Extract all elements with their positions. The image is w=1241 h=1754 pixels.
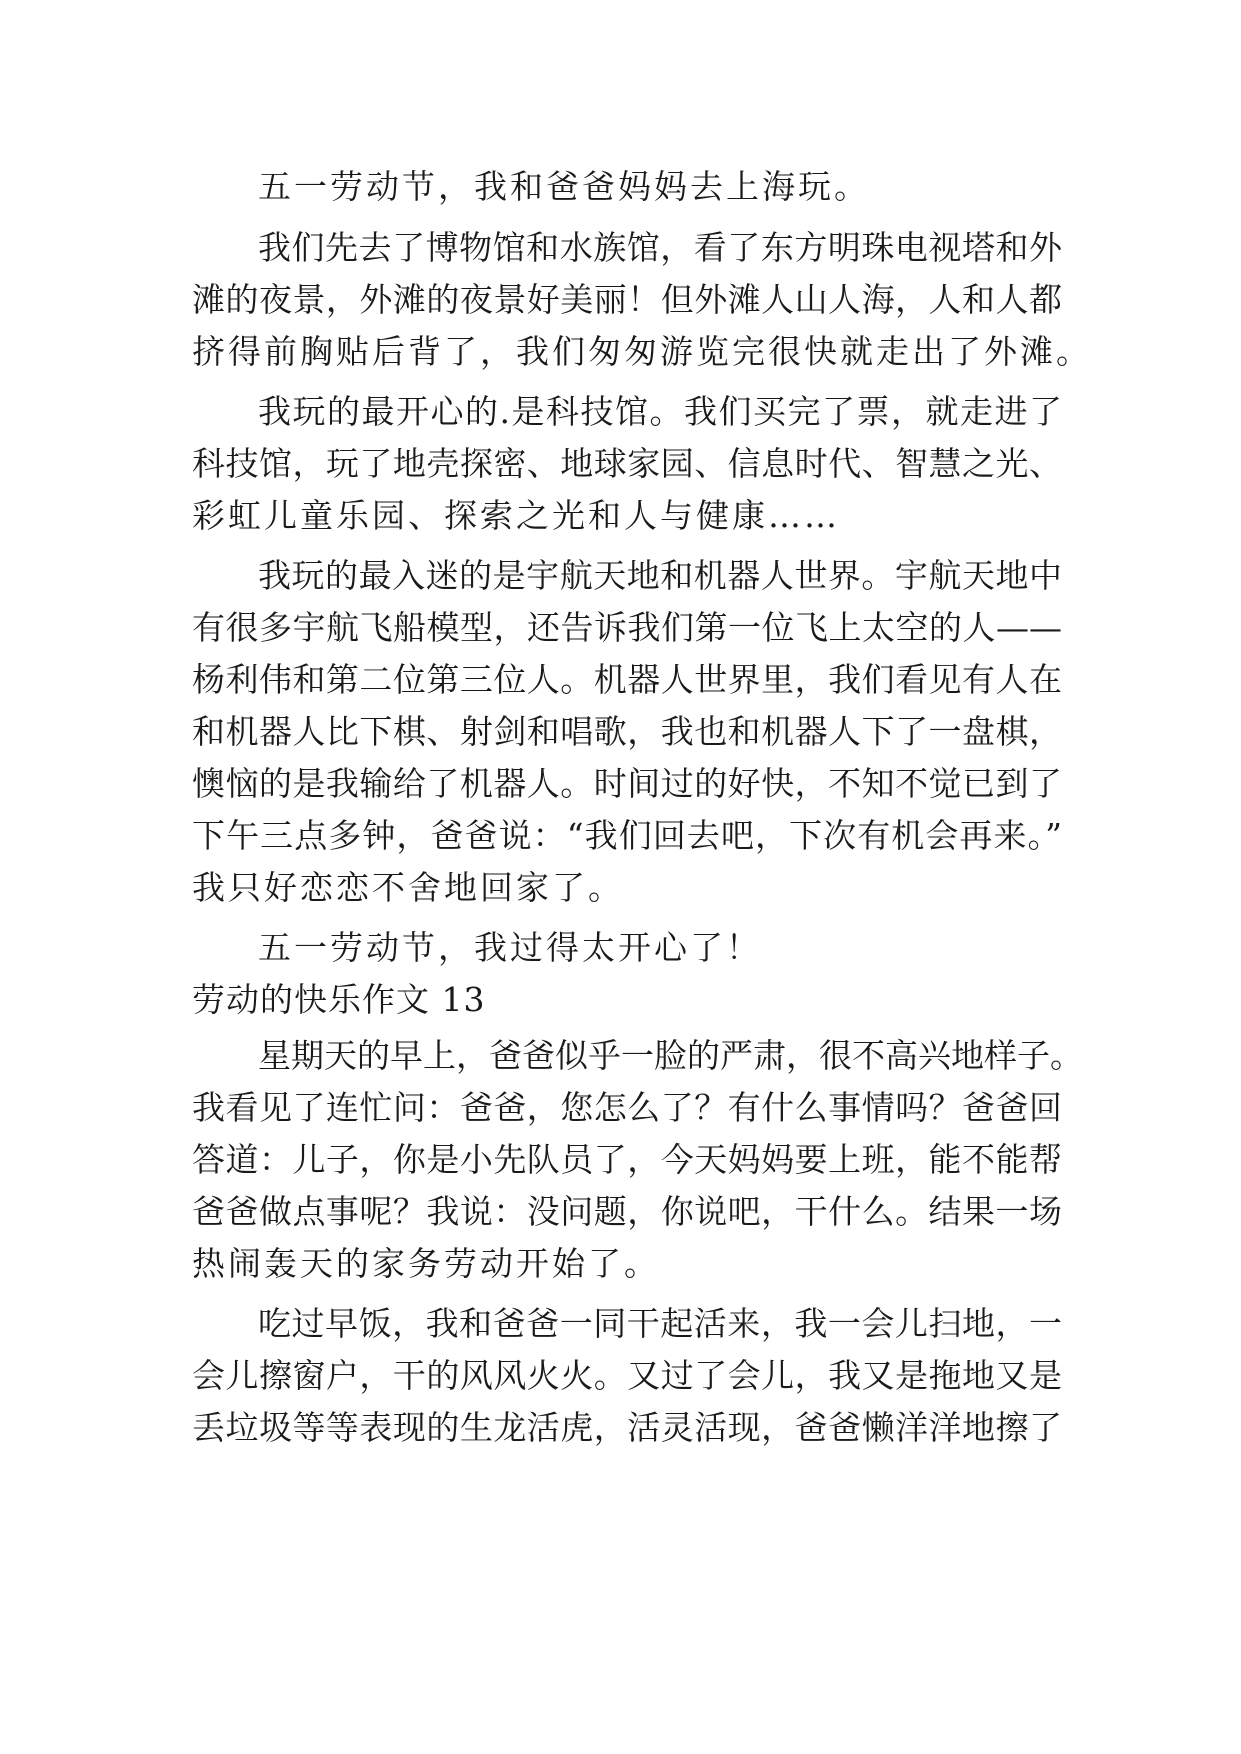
paragraph-line: 五一劳动节，我过得太开心了！ [258,928,762,967]
paragraph-line: 有很多宇航飞船模型，还告诉我们第一位飞上太空的人—— [192,608,1062,647]
paragraph-line: 下午三点多钟，爸爸说：“我们回去吧，下次有机会再来。” [192,816,1062,855]
paragraph-line: 答道：儿子，你是小先队员了，今天妈妈要上班，能不能帮 [192,1140,1062,1179]
paragraph-line: 五一劳动节，我和爸爸妈妈去上海玩。 [258,167,870,206]
paragraph-line: 热闹轰天的家务劳动开始了。 [192,1244,660,1283]
paragraph-line: 彩虹儿童乐园、探索之光和人与健康…… [192,496,840,535]
paragraph-line: 会儿擦窗户，干的风风火火。又过了会儿，我又是拖地又是 [192,1356,1062,1395]
paragraph-line: 我玩的最入迷的是宇航天地和机器人世界。宇航天地中 [258,556,1062,595]
paragraph-line: 吃过早饭，我和爸爸一同干起活来，我一会儿扫地，一 [258,1304,1062,1343]
paragraph-line: 我们先去了博物馆和水族馆，看了东方明珠电视塔和外 [258,228,1062,267]
section-heading: 劳动的快乐作文 13 [192,980,486,1019]
paragraph-line: 滩的夜景，外滩的夜景好美丽！但外滩人山人海，人和人都 [192,280,1062,319]
paragraph-line: 科技馆，玩了地壳探密、地球家园、信息时代、智慧之光、 [192,444,1062,483]
paragraph-line: 我看见了连忙问：爸爸，您怎么了？有什么事情吗？爸爸回 [192,1088,1062,1127]
paragraph-line: 懊恼的是我输给了机器人。时间过的好快，不知不觉已到了 [192,764,1062,803]
paragraph-line: 和机器人比下棋、射剑和唱歌，我也和机器人下了一盘棋， [192,712,1062,751]
paragraph-line: 我玩的最开心的.是科技馆。我们买完了票，就走进了 [258,392,1062,431]
paragraph-line: 爸爸做点事呢？我说：没问题，你说吧，干什么。结果一场 [192,1192,1062,1231]
paragraph-line: 丢垃圾等等表现的生龙活虎，活灵活现，爸爸懒洋洋地擦了 [192,1408,1062,1447]
paragraph-line: 杨利伟和第二位第三位人。机器人世界里，我们看见有人在 [192,660,1062,699]
paragraph-line: 挤得前胸贴后背了，我们匆匆游览完很快就走出了外滩。 [192,332,1092,371]
paragraph-line: 我只好恋恋不舍地回家了。 [192,868,624,907]
paragraph-line: 星期天的早上，爸爸似乎一脸的严肃，很不高兴地样子。 [258,1036,1083,1075]
